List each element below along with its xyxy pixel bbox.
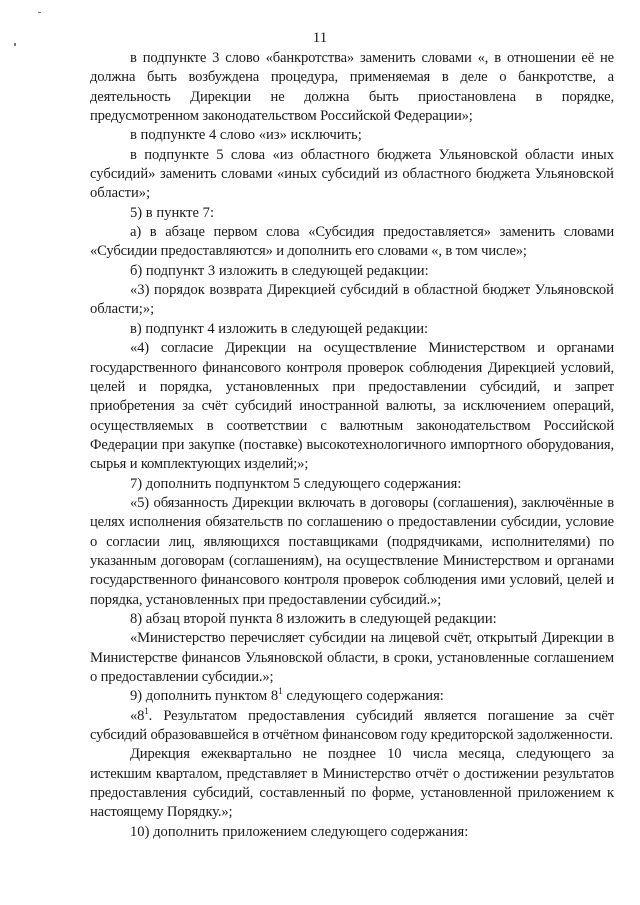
paragraph: Дирекция ежеквартально не позднее 10 числа месяца, следующего за истекшим кварталом, представляет в Министерство отчёт о достижении результатов предоставления субсидий, составленный по форме, установленной приложением к настоящему Порядку.»; (90, 746, 614, 821)
paragraph: «4) согласие Дирекции на осуществление Министерством и органами государственного финансового контроля проверок соблюдения Дирекцией условий, целей и порядка, установленных при предоставлении субсидий, и запрет приобретения за счёт субсидий иностранной валюты, за исключением операций, осуществляемых в соответствии с валютным законодательством Российской Федерации при закупке (поставке) высокотехнологичного импортного оборудования, сырья и комплектующих изделий;»; (90, 340, 614, 473)
scan-mark (14, 43, 16, 46)
paragraph-text: следующего содержания: (282, 688, 444, 705)
paragraph: «Министерство перечисляет субсидии на лицевой счёт, открытый Дирекции в Министерстве финансов Ульяновской области, в сроки, установленные соглашением о предоставлении субсидии.»; (90, 630, 614, 685)
paragraph: в подпункте 3 слово «банкротства» заменить словами «, в отношении её не должна быть возбуждена процедура, применяемая в деле о банкротстве, а деятельность Дирекции не должна быть приостановлена в порядке, предусмотренном законодательством Российской Федерации»; (90, 50, 614, 125)
paragraph: 5) в пункте 7: (130, 204, 215, 221)
paragraph: «3) порядок возврата Дирекцией субсидий в областной бюджет Ульяновской области;»; (90, 282, 614, 318)
paragraph-text: . Результатом предоставления субсидий является погашение за счёт субсидий образовавшейся в отчётном финансовом году кредиторской задолженности. (90, 707, 614, 744)
paragraph (90, 687, 614, 706)
paragraph: в подпункте 4 слово «из» исключить; (130, 127, 362, 144)
page-number: 11 (312, 30, 328, 46)
paragraph: а) в абзаце первом слова «Субсидия предоставляется» заменить словами «Субсидии предоставляются» и дополнить его словами «, в том числе»; (90, 224, 614, 260)
document-body (90, 49, 614, 842)
paragraph (90, 707, 614, 746)
paragraph: 7) дополнить подпунктом 5 следующего содержания: (130, 475, 462, 492)
paragraph: б) подпункт 3 изложить в следующей редакции: (130, 262, 429, 279)
paragraph: в) подпункт 4 изложить в следующей редакции: (130, 320, 429, 337)
paragraph-text: «8 (130, 707, 145, 724)
scan-mark (38, 12, 41, 13)
superscript: 1 (278, 686, 283, 697)
paragraph: в подпункте 5 слова «из областного бюджета Ульяновской области иных субсидий» заменить словами «иных субсидий из областного бюджета Ульяновской области»; (90, 146, 614, 202)
paragraph-text: 9) дополнить пунктом 8 (130, 688, 279, 705)
paragraph: 8) абзац второй пункта 8 изложить в следующей редакции: (130, 610, 497, 627)
paragraph: 10) дополнить приложением следующего содержания: (130, 823, 469, 840)
superscript: 1 (144, 705, 149, 716)
paragraph: «5) обязанность Дирекции включать в договоры (соглашения), заключённые в целях исполнения обязательств по соглашению о предоставлении субсидии, условие о согласии лиц, являющихся поставщиками (подрядчиками, исполнителями) по указанным договорам (соглашениям), на осуществление Министерством и органами государственного финансового контроля проверок соблюдения ими условий, целей и порядка, установленных при предоставлении субсидий.»; (90, 494, 614, 608)
